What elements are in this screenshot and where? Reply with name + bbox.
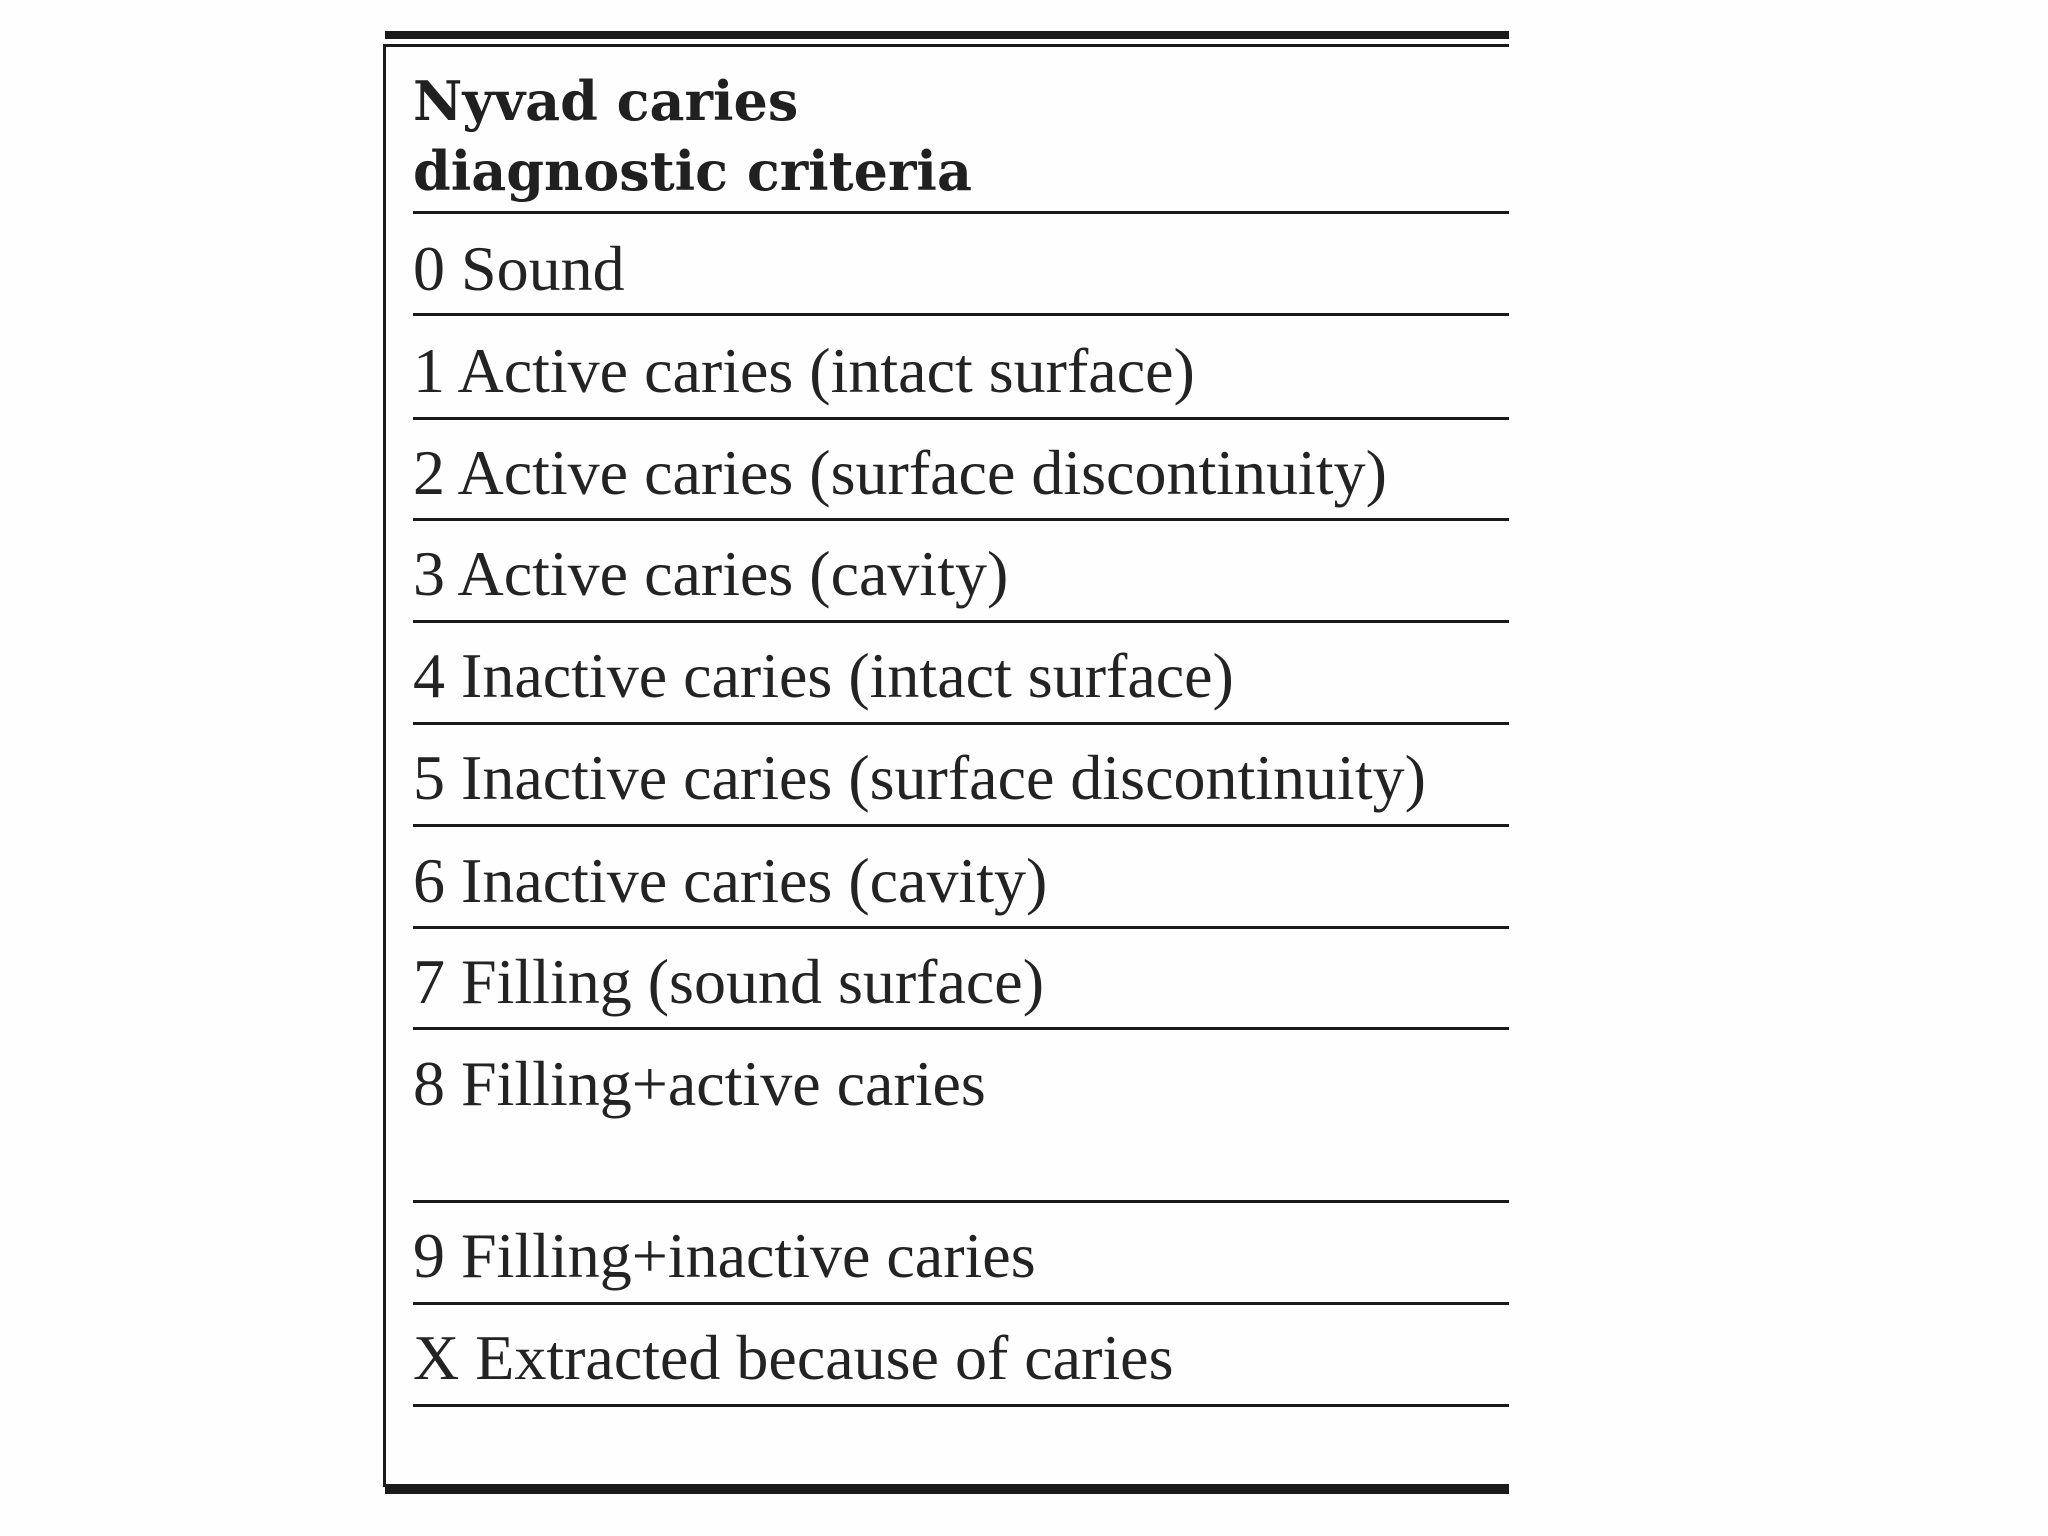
row-divider xyxy=(413,824,1509,827)
table-row: 5 Inactive caries (surface discontinuity) xyxy=(413,742,1426,813)
row-divider xyxy=(413,1027,1509,1030)
row-divider xyxy=(413,417,1509,420)
table-bottom-rule xyxy=(385,1484,1509,1494)
table-row: 6 Inactive caries (cavity) xyxy=(413,845,1048,916)
table-header xyxy=(413,66,972,206)
table-header-line-1: Nyvad caries xyxy=(413,69,799,133)
table-row: 1 Active caries (intact surface) xyxy=(413,335,1195,406)
row-divider xyxy=(413,518,1509,521)
row-divider xyxy=(413,722,1509,725)
table-row: 0 Sound xyxy=(413,233,625,304)
table-row: 4 Inactive caries (intact surface) xyxy=(413,640,1234,711)
table-header-line-2: diagnostic criteria xyxy=(413,139,972,203)
table-top-rule-thin xyxy=(385,44,1509,47)
row-divider xyxy=(413,1200,1509,1203)
table-row: X Extracted because of caries xyxy=(413,1322,1174,1393)
row-divider xyxy=(413,620,1509,623)
row-divider xyxy=(413,926,1509,929)
table-left-border xyxy=(383,44,386,1487)
table-top-rule xyxy=(385,31,1509,39)
table-row: 9 Filling+inactive caries xyxy=(413,1220,1036,1291)
row-divider xyxy=(413,1302,1509,1305)
row-divider xyxy=(413,313,1509,316)
table-row: 8 Filling+active caries xyxy=(413,1048,986,1119)
row-divider xyxy=(413,1404,1509,1407)
table-row: 7 Filling (sound surface) xyxy=(413,946,1044,1017)
table-row: 3 Active caries (cavity) xyxy=(413,538,1009,609)
header-divider xyxy=(413,211,1509,214)
table-row: 2 Active caries (surface discontinuity) xyxy=(413,437,1387,508)
